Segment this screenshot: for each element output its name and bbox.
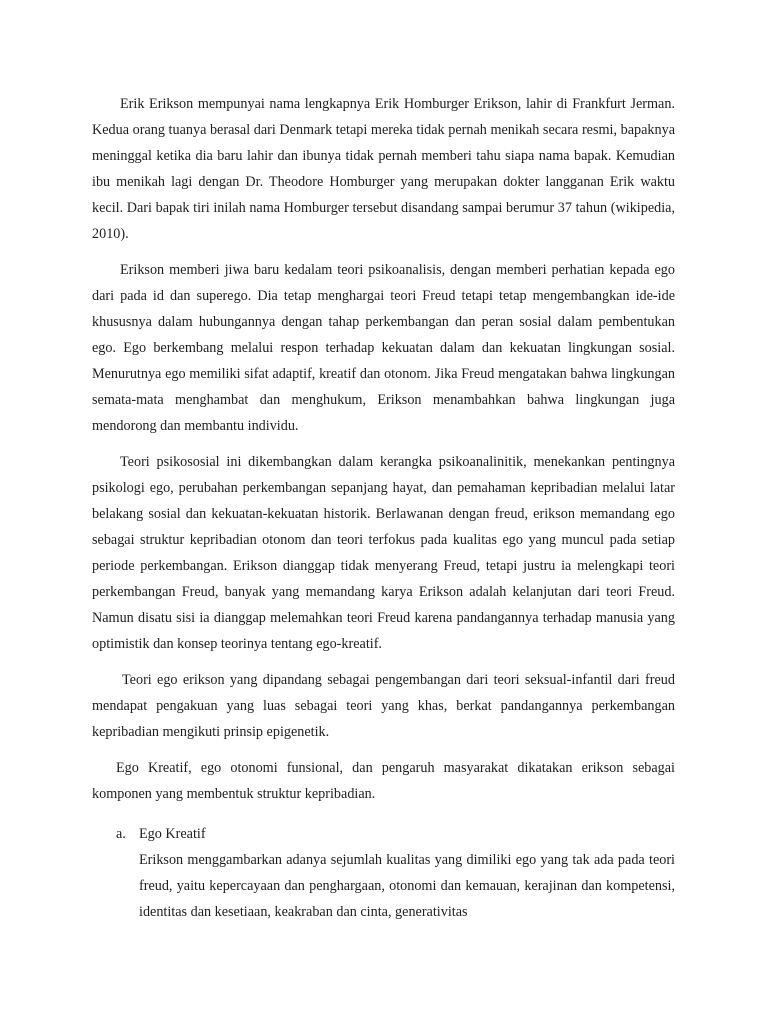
paragraph-personality-components: Ego Kreatif, ego otonomi funsional, dan pengaruh masyarakat dikatakan erikson sebagai komponen yang membentuk struktur kepribadian. [92, 760, 675, 802]
paragraph-ego-psychoanalysis: Erikson memberi jiwa baru kedalam teori psikoanalisis, dengan memberi perhatian kepada ego dari pada id dan superego. Dia tetap menghargai teori Freud tetapi tetap mengembangkan ide-ide khususnya dalam hubungannya dengan tahap perkembangan dan peran sosial dalam pembentukan ego. Ego berkembang melalui respon terhadap kekuatan dalam dan kekuatan lingkungan sosial. Menurutnya ego memiliki sifat adaptif, kreatif dan otonom. Jika Freud mengatakan bahwa lingkungan semata-mata menghambat dan menghukum, Erikson menambahkan bahwa lingkungan juga mendorong dan membantu individu. [92, 262, 675, 434]
list-item-ego-kreatif [92, 821, 675, 925]
paragraph-psychosocial-theory: Teori psikososial ini dikembangkan dalam kerangka psikoanalinitik, menekankan pentingnya psikologi ego, perubahan perkembangan sepanjang hayat, dan pemahaman kepribadian melalui latar belakang sosial dan kekuatan-kekuatan historik. Berlawanan dengan freud, erikson memandang ego sebagai struktur kepribadian otonom dan teori terfokus pada kualitas ego yang muncul pada setiap periode perkembangan. Erikson dianggap tidak menyerang Freud, tetapi justru ia melengkapi teori perkembangan Freud, banyak yang memandang karya Erikson adalah kelanjutan dari teori Freud. Namun disatu sisi ia dianggap melemahkan teori Freud karena pandangannya terhadap manusia yang optimistik dan konsep teorinya tentang ego-kreatif. [92, 454, 675, 652]
paragraph-ego-theory-recognition: Teori ego erikson yang dipandang sebagai pengembangan dari teori seksual-infantil dari freud mendapat pengakuan yang luas sebagai teori yang khas, berkat pandangannya perkembangan kepribadian mengikuti prinsip epigenetik. [92, 672, 675, 740]
lettered-list [92, 821, 675, 925]
list-item-body: Erikson menggambarkan adanya sejumlah kualitas yang dimiliki ego yang tak ada pada teori freud, yaitu kepercayaan dan penghargaan, otonomi dan kemauan, kerajinan dan kompetensi, identitas dan kesetiaan, keakraban dan cinta, generativitas [139, 852, 675, 920]
document-page [92, 91, 675, 925]
paragraph-erikson-biography: Erik Erikson mempunyai nama lengkapnya Erik Homburger Erikson, lahir di Frankfurt Jerman. Kedua orang tuanya berasal dari Denmark tetapi mereka tidak pernah menikah secara resmi, bapaknya meninggal ketika dia baru lahir dan ibunya tidak pernah memberi tahu siapa nama bapak. Kemudian ibu menikah lagi dengan Dr. Theodore Homburger yang merupakan dokter langganan Erik waktu kecil. Dari bapak tiri inilah nama Homburger tersebut disandang sampai berumur 37 tahun (wikipedia, 2010). [92, 96, 675, 242]
list-marker: a. [116, 826, 126, 842]
list-item-heading: Ego Kreatif [139, 826, 206, 842]
